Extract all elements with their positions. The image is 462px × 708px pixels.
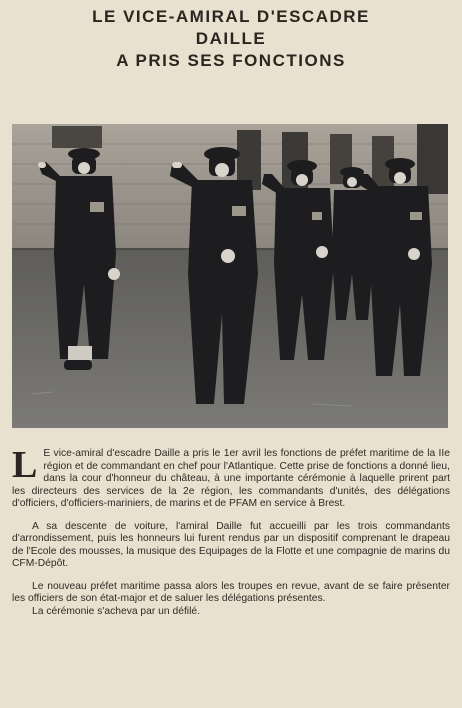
paragraph-1-text: E vice-amiral d'escadre Daille a pris le 1er avril les fonctions de préfet maritime de la IIe région et de commandant en chef pour l'Atlantique. Cette prise de fonctions a donné lieu, dans la cour d'honneur du château, à une importante cérémonie à laquelle prirent part les directeurs des services de la 2e région, les commandants d'unités, des délégations d'officiers, d'officiers-mariniers, de marins et de PFAM en service à Brest. bbox=[12, 448, 450, 509]
article-body bbox=[12, 444, 450, 618]
headline-line-1: LE VICE-AMIRAL D'ESCADRE bbox=[92, 7, 370, 26]
drop-cap: L bbox=[12, 444, 38, 486]
headline-line-2: DAILLE bbox=[195, 29, 267, 48]
paragraph-1 bbox=[12, 444, 450, 511]
article-headline bbox=[20, 6, 442, 72]
paragraph-2: A sa descente de voiture, l'amiral Daille fut accueilli par les trois commandants d'arrondissement, puis les honneurs lui furent rendus par un dispositif comprenant le drapeau de l'Ecole des mousses, la musique des Equipages de la Flotte et une compagnie de marins du CFM-Dépôt. bbox=[12, 520, 450, 569]
headline-line-3: A PRIS SES FONCTIONS bbox=[116, 51, 346, 70]
paragraph-4: La cérémonie s'acheva par un défilé. bbox=[32, 605, 200, 617]
ceremony-photo bbox=[12, 124, 448, 428]
saluting-officers-photo bbox=[12, 124, 448, 428]
paragraph-3: Le nouveau préfet maritime passa alors les troupes en revue, avant de se faire présenter les officiers de son état-major et de saluer les délégations présentes. bbox=[12, 580, 450, 604]
